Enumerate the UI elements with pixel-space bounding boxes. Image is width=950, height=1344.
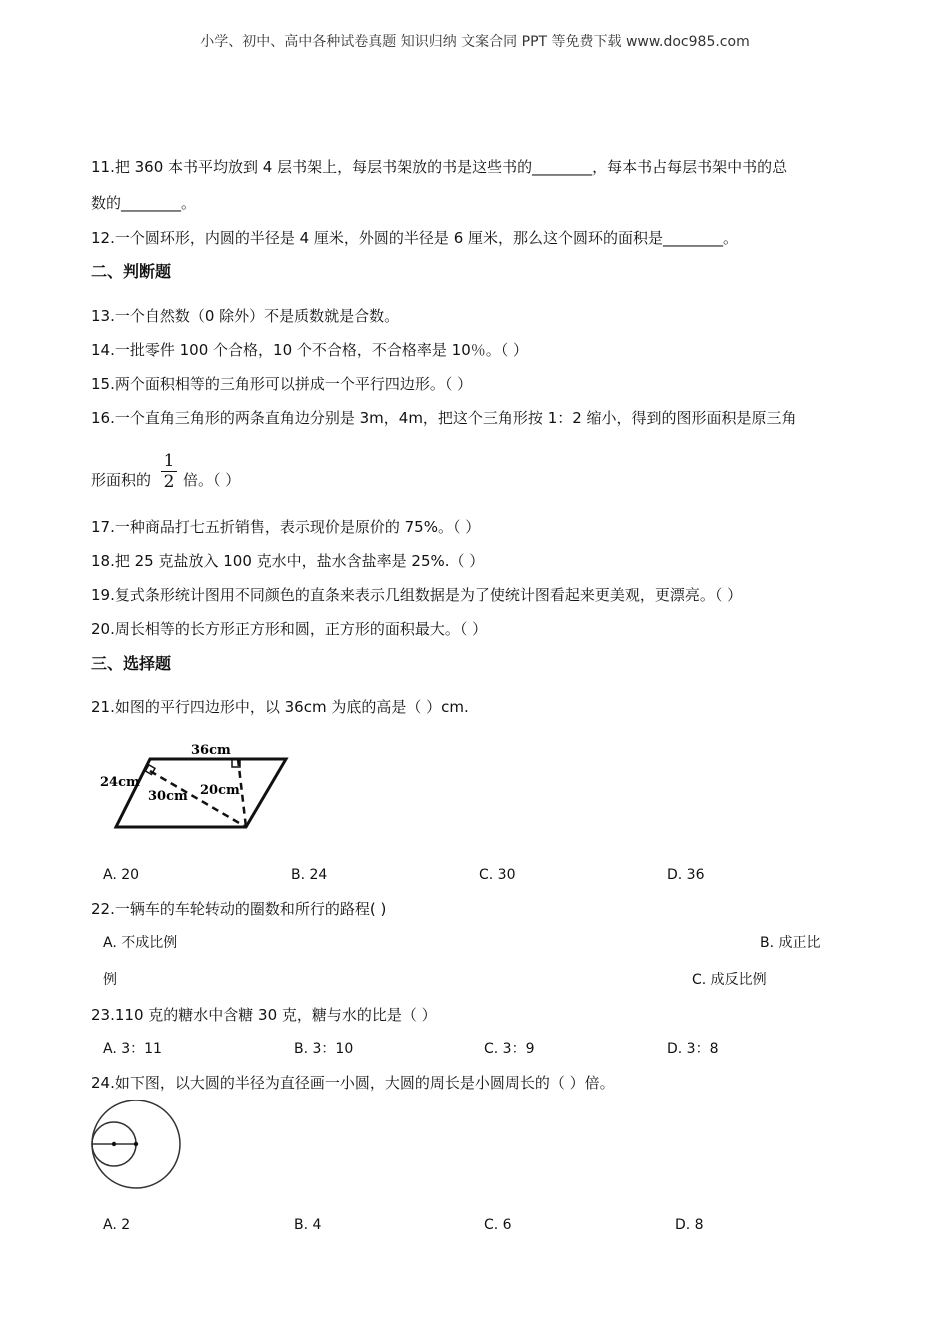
parallelogram-figure [96, 735, 296, 835]
q23-option-a[interactable]: A. 3：11 [103, 1041, 162, 1057]
q21-option-c[interactable]: C. 30 [479, 867, 516, 883]
question-17: 17.一种商品打七五折销售，表示现价是原价的 75%。（ ） [91, 518, 481, 536]
question-20: 20.周长相等的长方形正方形和圆，正方形的面积最大。（ ） [91, 620, 488, 638]
question-13: 13.一个自然数（0 除外）不是质数就是合数。 [91, 307, 400, 325]
page-header: 小学、初中、高中各种试卷真题 知识归纳 文案合同 PPT 等免费下载 www.doc985.com [200, 34, 750, 50]
question-15: 15.两个面积相等的三角形可以拼成一个平行四边形。（ ） [91, 375, 473, 393]
q22-option-b[interactable]: B. 成正比 [760, 935, 821, 951]
section-choice-heading: 三、选择题 [91, 654, 172, 673]
question-22: 22.一辆车的车轮转动的圈数和所行的路程( ) [91, 900, 387, 918]
label-30cm: 30cm [148, 789, 188, 804]
circles-figure [88, 1100, 184, 1196]
question-14: 14.一批零件 100 个合格，10 个不合格，不合格率是 10％。（ ） [91, 341, 529, 359]
fraction-one-half [160, 452, 178, 491]
question-16-line-1: 16.一个直角三角形的两条直角边分别是 3m，4m，把这个三角形按 1：2 缩小，得到的图形面积是原三角 [91, 409, 797, 427]
question-21: 21.如图的平行四边形中，以 36cm 为底的高是（ ）cm. [91, 698, 469, 716]
question-12: 12.一个圆环形，内圆的半径是 4 厘米，外圆的半径是 6 厘米，那么这个圆环的面积是________。 [91, 229, 739, 247]
question-16-line-2-prefix: 形面积的 [91, 471, 152, 489]
q23-option-b[interactable]: B. 3：10 [294, 1041, 354, 1057]
q22-option-c[interactable]: C. 成反比例 [692, 972, 767, 988]
label-36cm: 36cm [191, 743, 231, 758]
q24-option-c[interactable]: C. 6 [484, 1217, 512, 1233]
q21-option-a[interactable]: A. 20 [103, 867, 140, 883]
section-judgement-heading: 二、判断题 [91, 262, 172, 281]
question-11-line-2: 数的________。 [91, 194, 197, 212]
fraction-numerator: 1 [163, 451, 175, 471]
question-23: 23.110 克的糖水中含糖 30 克，糖与水的比是（ ） [91, 1006, 437, 1024]
q22-option-b-continued: 例 [103, 972, 117, 988]
question-24: 24.如下图，以大圆的半径为直径画一小圆，大圆的周长是小圆周长的（ ）倍。 [91, 1074, 615, 1092]
fraction-denominator: 2 [163, 472, 175, 492]
q23-option-c[interactable]: C. 3：9 [484, 1041, 535, 1057]
question-18: 18.把 25 克盐放入 100 克水中，盐水含盐率是 25%.（ ） [91, 552, 485, 570]
q24-option-a[interactable]: A. 2 [103, 1217, 131, 1233]
q21-option-b[interactable]: B. 24 [291, 867, 328, 883]
small-center-dot [112, 1142, 116, 1146]
large-center-dot [134, 1142, 138, 1146]
q22-option-a[interactable]: A. 不成比例 [103, 935, 178, 951]
q24-option-d[interactable]: D. 8 [675, 1217, 704, 1233]
q21-option-d[interactable]: D. 36 [667, 867, 705, 883]
q24-option-b[interactable]: B. 4 [294, 1217, 322, 1233]
label-20cm: 20cm [200, 783, 240, 798]
question-16-line-2-suffix: 倍。（ ） [183, 471, 241, 489]
question-11-line-1: 11.把 360 本书平均放到 4 层书架上，每层书架放的书是这些书的________，每本书占每层书架中书的总 [91, 158, 788, 176]
label-24cm: 24cm [100, 775, 140, 790]
q23-option-d[interactable]: D. 3：8 [667, 1041, 719, 1057]
question-19: 19.复式条形统计图用不同颜色的直条来表示几组数据是为了使统计图看起来更美观，更漂亮。（ ） [91, 586, 743, 604]
